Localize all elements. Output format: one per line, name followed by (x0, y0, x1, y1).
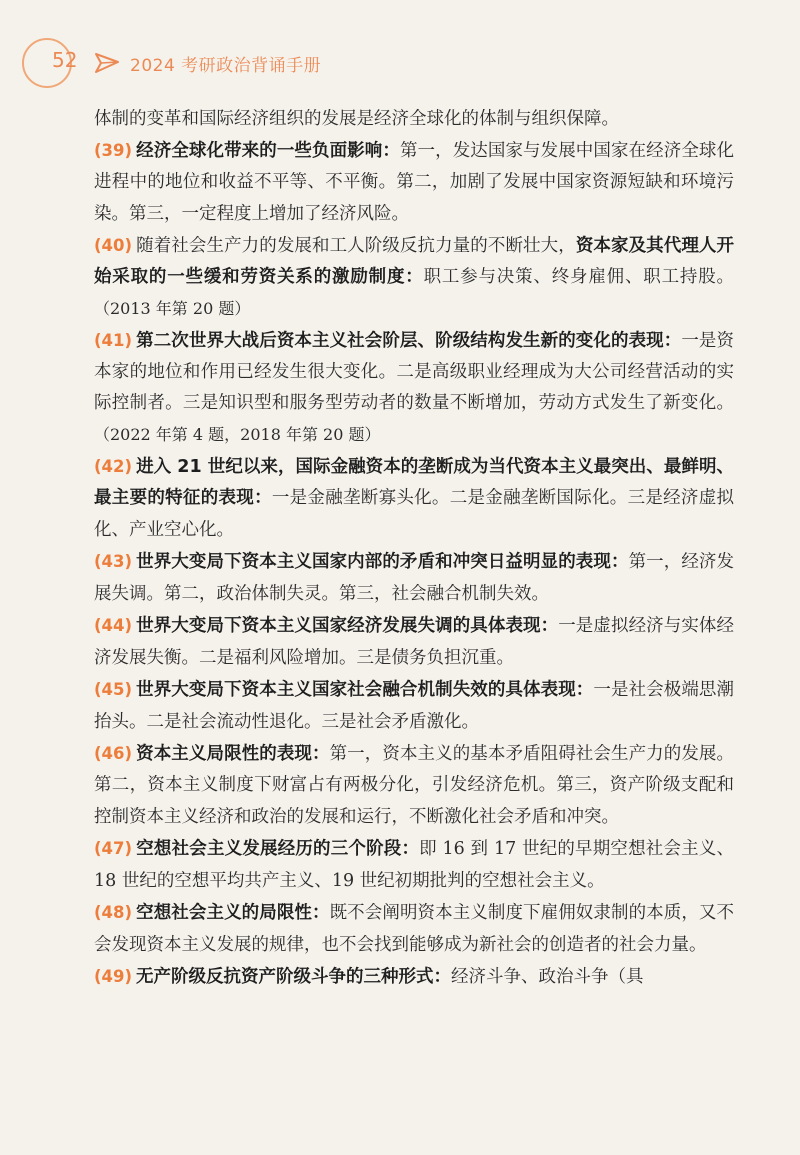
item-number: (39) (94, 141, 133, 160)
item-text: 一是金融垄断寡头化。二是金融垄断国际化。三是经济虚拟化、产业空心化。 (94, 488, 735, 540)
item-number: (43) (94, 552, 133, 571)
item-heading: 资本主义局限性的表现： (136, 744, 330, 764)
item-text: 即 16 到 17 世纪的早期空想社会主义、18 世纪的空想平均共产主义、19 世纪初期批判的空想社会主义。 (94, 839, 734, 891)
item-heading: 世界大变局下资本主义国家经济发展失调的具体表现： (136, 616, 559, 636)
item-heading: 进入 21 世纪以来，国际金融资本的垄断成为当代资本主义最突出、最鲜明、最主要的特征的表现： (94, 457, 734, 508)
item-note: （2022 年第 4 题，2018 年第 20 题） (94, 425, 381, 444)
item-heading: 空想社会主义的局限性： (136, 903, 330, 923)
list-item-44 (94, 610, 734, 674)
page-header (22, 38, 782, 88)
item-text: 经济斗争、政治斗争（具 (451, 967, 644, 987)
item-text: 第一，经济发展失调。第二，政治体制失灵。第三，社会融合机制失效。 (94, 552, 735, 604)
item-number: (47) (94, 839, 133, 858)
list-item-46 (94, 738, 734, 833)
item-number: (42) (94, 457, 133, 476)
item-heading: 经济全球化带来的一些负面影响： (136, 141, 400, 161)
item-heading: 空想社会主义发展经历的三个阶段： (136, 839, 420, 859)
item-number: (44) (94, 616, 133, 635)
item-heading: 无产阶级反抗资产阶级斗争的三种形式： (136, 967, 452, 987)
item-heading: 资本家及其代理人开始采取的一些缓和劳资关系的激励制度： (94, 236, 735, 287)
list-item-48 (94, 897, 734, 961)
item-heading: 世界大变局下资本主义国家社会融合机制失效的具体表现： (136, 680, 594, 700)
item-text: 一是社会极端思潮抬头。二是社会流动性退化。三是社会矛盾激化。 (94, 680, 734, 732)
list-item-49 (94, 961, 734, 993)
item-text: 一是虚拟经济与实体经济发展失衡。二是福利风险增加。三是债务负担沉重。 (94, 616, 734, 668)
book-title: 2024 考研政治背诵手册 (130, 56, 322, 76)
list-item-42 (94, 451, 734, 546)
item-number: (41) (94, 331, 133, 350)
page-content (94, 104, 734, 993)
item-text: 第一，资本主义的基本矛盾阻碍社会生产力的发展。第二，资本主义制度下财富占有两极分化，引发经济危机。第三，资产阶级支配和控制资本主义经济和政治的发展和运行，不断激化社会矛盾和冲突。 (94, 744, 735, 827)
list-item-47 (94, 833, 734, 897)
list-item-39 (94, 135, 734, 230)
item-text: 既不会阐明资本主义制度下雇佣奴隶制的本质，又不会发现资本主义发展的规律，也不会找到能够成为新社会的创造者的社会力量。 (94, 903, 735, 955)
list-item-40 (94, 230, 734, 325)
item-number: (49) (94, 967, 133, 986)
item-text: 职工参与决策、终身雇佣、职工持股。 (423, 267, 735, 287)
item-number: (40) (94, 236, 133, 255)
intro-paragraph: 体制的变革和国际经济组织的发展是经济全球化的体制与组织保障。 (94, 109, 619, 129)
item-number: (45) (94, 680, 133, 699)
item-pre: 随着社会生产力的发展和工人阶级反抗力量的不断壮大， (136, 236, 576, 256)
item-text: 第一，发达国家与发展中国家在经济全球化进程中的地位和收益不平等、不平衡。第二，加剧了发展中国家资源短缺和环境污染。第三，一定程度上增加了经济风险。 (94, 141, 734, 224)
item-note: （2013 年第 20 题） (94, 299, 251, 318)
item-number: (48) (94, 903, 133, 922)
item-text: 一是资本家的地位和作用已经发生很大变化。二是高级职业经理成为大公司经营活动的实际控制者。三是知识型和服务型劳动者的数量不断增加，劳动方式发生了新变化。 (94, 331, 735, 413)
item-number: (46) (94, 744, 133, 763)
page-number: 52 (52, 48, 78, 72)
list-item-43 (94, 546, 734, 610)
paper-plane-icon (94, 51, 120, 75)
item-heading: 世界大变局下资本主义国家内部的矛盾和冲突日益明显的表现： (136, 552, 629, 572)
item-heading: 第二次世界大战后资本主义社会阶层、阶级结构发生新的变化的表现： (136, 331, 682, 351)
list-item-41 (94, 325, 734, 451)
list-item-45 (94, 674, 734, 738)
